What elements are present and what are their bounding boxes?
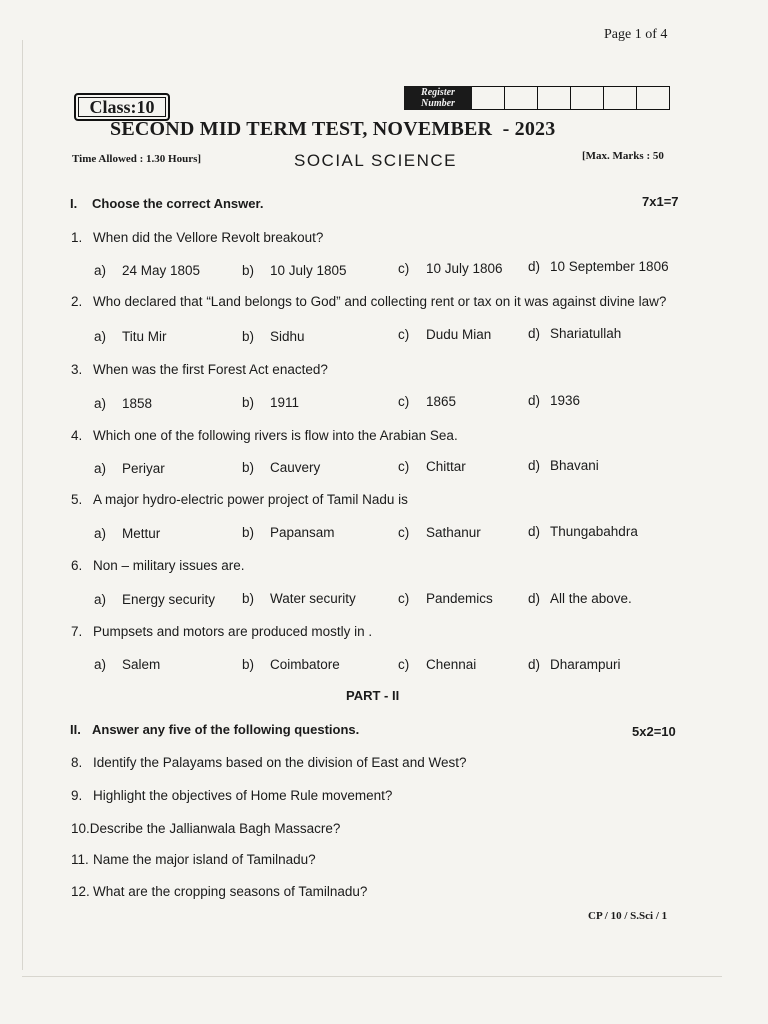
option-d: d) All the above. <box>528 591 632 606</box>
option-a: a) Titu Mir <box>94 329 167 344</box>
option-d: d) Bhavani <box>528 458 599 473</box>
option-a: a) 1858 <box>94 396 153 411</box>
option-c: c) 10 July 1806 <box>398 261 503 276</box>
option-b: b) 1911 <box>242 395 300 410</box>
question-number: 3. <box>71 362 83 377</box>
register-digit-cell[interactable] <box>571 86 604 110</box>
subject-title: SOCIAL SCIENCE <box>294 151 458 170</box>
option-b: b) Cauvery <box>242 460 321 475</box>
section-instruction: Choose the correct Answer. <box>92 196 264 211</box>
question-text: Non – military issues are. <box>93 558 245 573</box>
register-label-line2: Number <box>421 98 455 109</box>
question-number: 11. <box>71 852 89 867</box>
exam-title: SECOND MID TERM TEST, NOVEMBER - 2023 <box>110 118 556 140</box>
part1-score: 7x1=7 <box>642 194 679 209</box>
scan-bottom-line <box>22 976 722 977</box>
question-number: 7. <box>71 624 83 639</box>
paper-code: CP / 10 / S.Sci / 1 <box>588 910 668 922</box>
question-text: When was the first Forest Act enacted? <box>93 362 328 377</box>
question-number: 4. <box>71 428 83 443</box>
question-10 <box>71 821 340 836</box>
option-d: d) Thungabahdra <box>528 524 638 539</box>
register-digit-cell[interactable] <box>604 86 637 110</box>
question-text: Highlight the objectives of Home Rule movement? <box>93 788 393 803</box>
option-b: b) 10 July 1805 <box>242 263 347 278</box>
question-text: Describe the Jallianwala Bagh Massacre? <box>89 821 341 836</box>
option-c: c) 1865 <box>398 394 457 409</box>
option-a: a) Salem <box>94 657 161 672</box>
question-text: Which one of the following rivers is flow into the Arabian Sea. <box>93 428 458 443</box>
question-number: 2. <box>71 294 83 309</box>
register-number-box <box>404 86 670 110</box>
question-number: 5. <box>71 492 83 507</box>
option-b: b) Coimbatore <box>242 657 340 672</box>
scan-edge-line <box>22 40 23 970</box>
option-c: c) Chennai <box>398 657 477 672</box>
section-roman: I. <box>70 196 78 211</box>
option-a: a) Periyar <box>94 461 165 476</box>
question-8 <box>71 755 466 770</box>
max-marks: [Max. Marks : 50 <box>582 150 664 162</box>
question-4 <box>71 428 458 443</box>
question-7 <box>71 624 372 639</box>
question-text: When did the Vellore Revolt breakout? <box>93 230 324 245</box>
option-a: a) 24 May 1805 <box>94 263 201 278</box>
option-c: c) Dudu Mian <box>398 327 492 342</box>
option-d: d) Dharampuri <box>528 657 621 672</box>
question-text: Name the major island of Tamilnadu? <box>93 852 316 867</box>
question-text: What are the cropping seasons of Tamilnadu? <box>93 884 368 899</box>
option-c: c) Pandemics <box>398 591 493 606</box>
option-d: d) Shariatullah <box>528 326 622 341</box>
question-6 <box>71 558 245 573</box>
question-text: Identify the Palayams based on the division of East and West? <box>93 755 467 770</box>
register-digit-cell[interactable] <box>472 86 505 110</box>
section-roman: II. <box>70 722 81 737</box>
question-9 <box>71 788 392 803</box>
question-text: A major hydro-electric power project of Tamil Nadu is <box>93 492 408 507</box>
question-3 <box>71 362 328 377</box>
question-number: 10. <box>71 821 90 836</box>
part2-instruction <box>70 722 359 737</box>
question-1 <box>71 230 323 245</box>
question-number: 8. <box>71 755 83 770</box>
question-number: 12. <box>71 884 90 899</box>
option-c: c) Sathanur <box>398 525 481 540</box>
option-d: d) 1936 <box>528 393 581 408</box>
option-a: a) Energy security <box>94 592 216 607</box>
time-allowed: Time Allowed : 1.30 Hours] <box>72 153 202 165</box>
part2-score: 5x2=10 <box>632 724 676 739</box>
option-d: d) 10 September 1806 <box>528 259 669 274</box>
part2-heading: PART - II <box>346 688 400 703</box>
question-5 <box>71 492 408 507</box>
question-text: Pumpsets and motors are produced mostly in . <box>93 624 373 639</box>
option-a: a) Mettur <box>94 526 161 541</box>
option-b: b) Water security <box>242 591 356 606</box>
section-instruction: Answer any five of the following questions. <box>92 722 360 737</box>
question-text: Who declared that “Land belongs to God” and collecting rent or tax on it was against divine law? <box>93 294 667 309</box>
part1-instruction <box>70 196 263 211</box>
page-number: Page 1 of 4 <box>604 27 668 42</box>
option-b: b) Sidhu <box>242 329 305 344</box>
register-digit-cell[interactable] <box>505 86 538 110</box>
register-number-label <box>404 86 472 110</box>
question-2 <box>71 294 666 309</box>
question-12 <box>71 884 367 899</box>
question-number: 6. <box>71 558 83 573</box>
question-11 <box>71 852 316 867</box>
question-number: 9. <box>71 788 83 803</box>
question-number: 1. <box>71 230 83 245</box>
class-label: Class:10 <box>74 93 170 121</box>
register-digit-cell[interactable] <box>637 86 670 110</box>
option-b: b) Papansam <box>242 525 335 540</box>
option-c: c) Chittar <box>398 459 466 474</box>
register-label-line1: Register <box>421 87 455 98</box>
register-digit-cell[interactable] <box>538 86 571 110</box>
